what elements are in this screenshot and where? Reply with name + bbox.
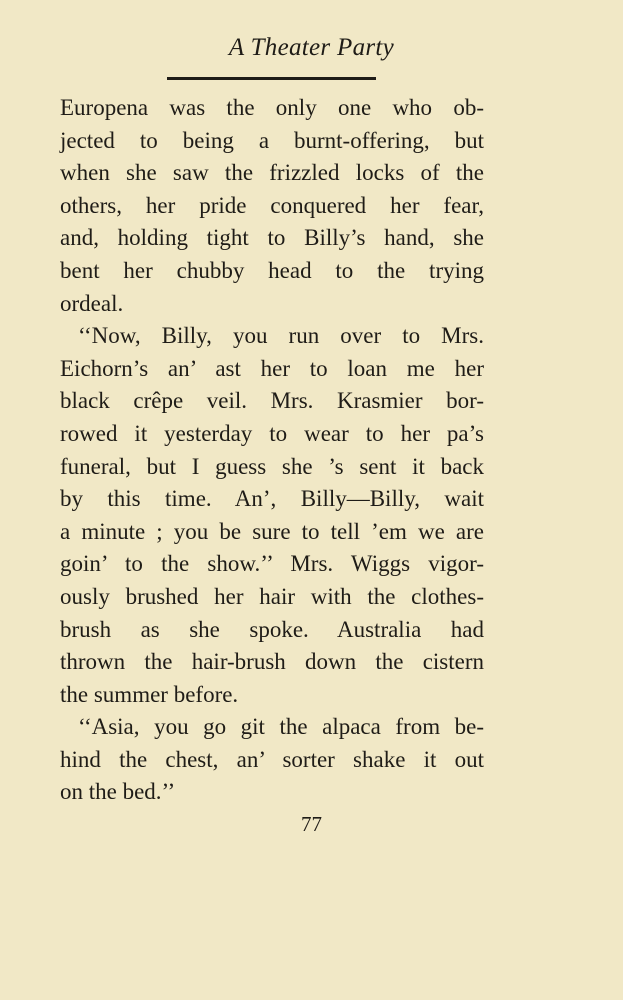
body-text (60, 92, 484, 809)
text-line: a minute ; you be sure to tell ’em we are (60, 518, 484, 544)
text-line: thrown the hair-brush down the cistern (60, 649, 484, 675)
page-number: 77 (301, 812, 322, 836)
running-head: A Theater Party (228, 34, 395, 61)
text-line: hind the chest, an’ sorter shake it out (60, 746, 484, 772)
text-line: Eichorn’s an’ ast her to loan me her (60, 355, 484, 381)
text-line: ‘‘Asia, you go git the alpaca from be- (78, 714, 484, 740)
text-line: others, her pride conquered her fear, (60, 192, 484, 218)
text-line: ordeal. (60, 290, 124, 316)
text-line: rowed it yesterday to wear to her pa’s (60, 420, 484, 446)
text-line: on the bed.’’ (60, 779, 176, 805)
text-line: black crêpe veil. Mrs. Krasmier bor- (60, 388, 484, 414)
text-line: by this time. An’, Billy—Billy, wait (60, 486, 484, 512)
text-line: the summer before. (60, 681, 239, 707)
text-line: and, holding tight to Billy’s hand, she (60, 225, 484, 251)
text-line: bent her chubby head to the trying (60, 257, 484, 283)
text-line: ously brushed her hair with the clothes- (60, 583, 484, 609)
text-line: Europena was the only one who ob- (60, 95, 484, 120)
text-line: goin’ to the show.’’ Mrs. Wiggs vigor- (60, 551, 484, 577)
text-line: jected to being a burnt-offering, but (60, 127, 484, 153)
text-line: ‘‘Now, Billy, you run over to Mrs. (78, 323, 484, 349)
text-line: funeral, but I guess she ’s sent it back (60, 453, 484, 479)
header-rule (167, 77, 376, 80)
text-line: when she saw the frizzled locks of the (60, 160, 484, 186)
text-line: brush as she spoke. Australia had (60, 616, 484, 642)
